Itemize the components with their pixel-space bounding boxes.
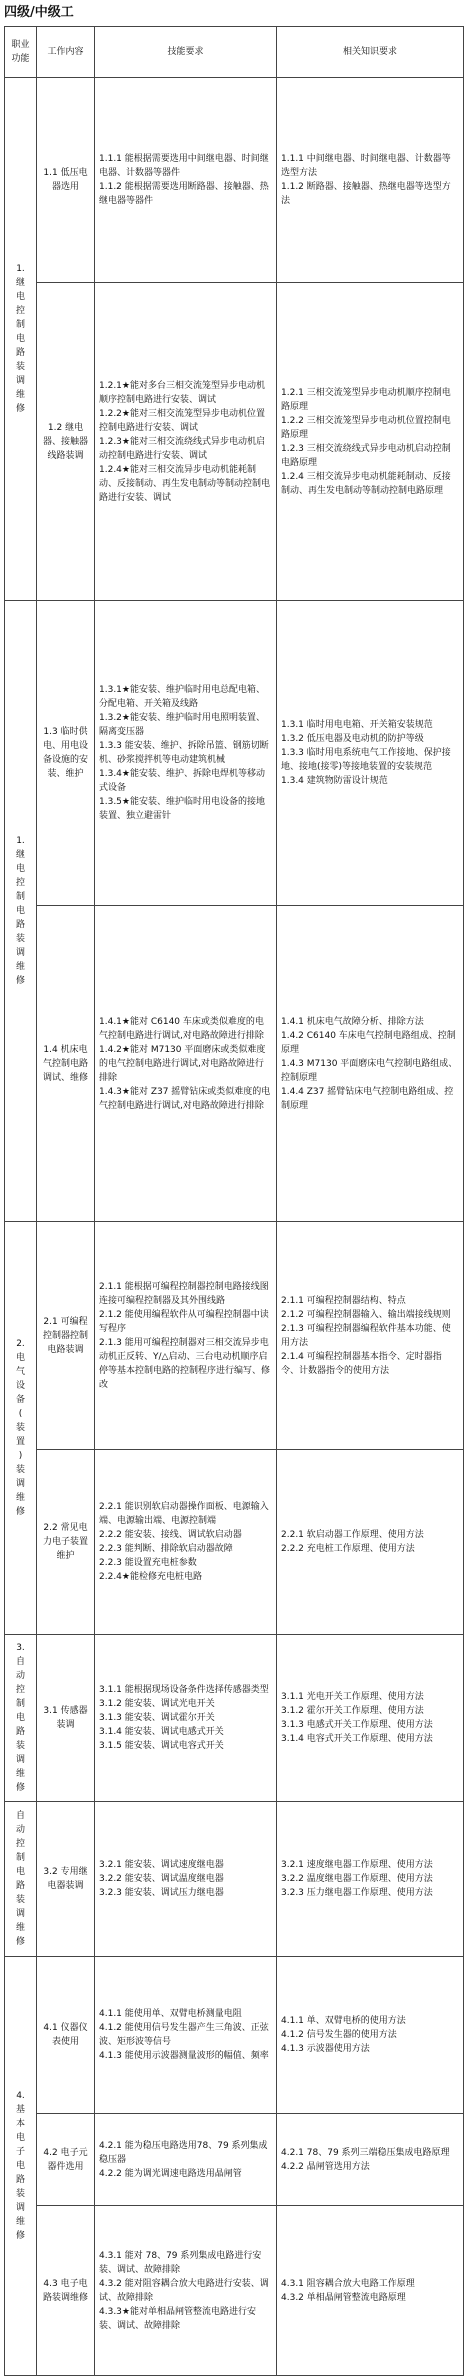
page-title: 四级/中级工 xyxy=(4,5,74,20)
knowledge-cell: 1.4.1 机床电气故障分析、排除方法 1.4.2 C6140 车床电气控制电路组成、控制原理 1.4.3 M7130 平面磨床电气控制电路组成、控制原理 1.4.4 Z37 摇臂钻床电气控制电路组成、控制原理 xyxy=(277,906,464,1222)
work-content-cell: 3.1 传感器装调 xyxy=(37,1635,95,1802)
skill-cell: 1.3.1★能安装、维护临时用电总配电箱、分配电箱、开关箱及线路 1.3.2★能安装、维护临时用电照明装置、隔离变压器 1.3.3 能安装、维护、拆除吊篮、钢筋切断机、砂浆搅拌机等电动建筑机械 1.3.4★能安装、维护、拆除电焊机等移动式设备 1.3.5★能安装、维护临时用电设备的接地装置、独立避雷针 xyxy=(95,601,277,906)
knowledge-cell: 1.3.1 临时用电电箱、开关箱安装规范 1.3.2 低压电器及电动机的防护等级 1.3.3 临时用电系统电气工作接地、保护接地、接地(接零)等接地装置的安装规范 1.3.4 建筑物防雷设计规范 xyxy=(277,601,464,906)
work-content-cell: 1.4 机床电气控制电路调试、维修 xyxy=(37,906,95,1222)
function-cell: 1. 继 电 控 制 电 路 装 调 维 修 xyxy=(5,601,37,1222)
skill-cell: 1.1.1 能根据需要选用中间继电器、时间继电器、计数器等器件 1.1.2 能根据需要选用断路器、接触器、热继电器等器件 xyxy=(95,78,277,283)
work-content-cell: 1.3 临时供电、用电设备设施的安装、维护 xyxy=(37,601,95,906)
skill-cell: 3.1.1 能根据现场设备条件选择传感器类型 3.1.2 能安装、调试光电开关 3.1.3 能安装、调试霍尔开关 3.1.4 能安装、调试电感式开关 3.1.5 能安装、调试电容式开关 xyxy=(95,1635,277,1802)
function-cell: 自 动 控 制 电 路 装 调 维 修 xyxy=(5,1802,37,1957)
work-content-cell: 4.1 仪器仪表使用 xyxy=(37,1957,95,2114)
knowledge-cell: 2.1.1 可编程控制器结构、特点 2.1.2 可编程控制器输入、输出端接线规则 2.1.3 可编程控制器编程软件基本功能、使用方法 2.1.4 可编程控制器基本指令、定时器指令、计数器指令的使用方法 xyxy=(277,1222,464,1450)
table-row xyxy=(5,2206,464,2376)
skill-cell: 4.3.1 能对 78、79 系列集成电路进行安装、调试、故障排除 4.3.2 能对阻容耦合放大电路进行安装、调试、故障排除 4.3.3★能对单相晶闸管整流电路进行安装、调试、故障排除 xyxy=(95,2206,277,2376)
table-row xyxy=(5,1222,464,1450)
function-cell: 2. 电 气 设 备 ( 装 置 ) 装 调 维 修 xyxy=(5,1222,37,1635)
function-cell: 4. 基 本 电 子 电 路 装 调 维 修 xyxy=(5,1957,37,2376)
knowledge-cell: 1.2.1 三相交流笼型异步电动机顺序控制电路原理 1.2.2 三相交流笼型异步电动机位置控制电路原理 1.2.3 三相交流绕线式异步电动机启动控制电路原理 1.2.4 三相交流异步电动机能耗制动、反接制动、再生发电制动等制动控制电路原理 xyxy=(277,283,464,601)
table-row xyxy=(5,283,464,601)
header-skill-requirements: 技能要求 xyxy=(95,27,277,78)
table-row xyxy=(5,1635,464,1802)
knowledge-cell: 3.1.1 光电开关工作原理、使用方法 3.1.2 霍尔开关工作原理、使用方法 3.1.3 电感式开关工作原理、使用方法 3.1.4 电容式开关工作原理、使用方法 xyxy=(277,1635,464,1802)
header-work-content: 工作内容 xyxy=(37,27,95,78)
knowledge-cell: 2.2.1 软启动器工作原理、使用方法 2.2.2 充电桩工作原理、使用方法 xyxy=(277,1450,464,1635)
work-content-cell: 4.3 电子电路装调维修 xyxy=(37,2206,95,2376)
skill-cell: 3.2.1 能安装、调试速度继电器 3.2.2 能安装、调试温度继电器 3.2.3 能安装、调试压力继电器 xyxy=(95,1802,277,1957)
skill-cell: 4.1.1 能使用单、双臂电桥测量电阻 4.1.2 能使用信号发生器产生三角波、正弦波、矩形波等信号 4.1.3 能使用示波器测量波形的幅值、频率 xyxy=(95,1957,277,2114)
skill-standard-table xyxy=(4,26,464,2376)
work-content-cell: 3.2 专用继电器装调 xyxy=(37,1802,95,1957)
table-row xyxy=(5,78,464,283)
skill-cell: 2.1.1 能根据可编程控制器控制电路接线图连接可编程控制器及其外围线路 2.1.2 能使用编程软件从可编程控制器中读写程序 2.1.3 能用可编程控制器对三相交流异步电动机正反转、Y/△启动、三台电动机顺序启停等基本控制电路的控制程序进行编写、修改 xyxy=(95,1222,277,1450)
skill-cell: 2.2.1 能识别软启动器操作面板、电源输入端、电源输出端、电源控制端 2.2.2 能安装、接线、调试软启动器 2.2.3 能判断、排除软启动器故障 2.2.3 能设置充电桩参数 2.2.4★能检修充电桩电路 xyxy=(95,1450,277,1635)
work-content-cell: 2.2 常见电力电子装置维护 xyxy=(37,1450,95,1635)
function-cell: 3. 自 动 控 制 电 路 装 调 维 修 xyxy=(5,1635,37,1802)
header-function: 职业功能 xyxy=(5,27,37,78)
work-content-cell: 4.2 电子元器件选用 xyxy=(37,2114,95,2206)
work-content-cell: 1.1 低压电器选用 xyxy=(37,78,95,283)
table-row xyxy=(5,1802,464,1957)
table-row xyxy=(5,1957,464,2114)
skill-cell: 4.2.1 能为稳压电路选用78、79 系列集成稳压器 4.2.2 能为调光调速电路选用晶闸管 xyxy=(95,2114,277,2206)
table-row xyxy=(5,1450,464,1635)
work-content-cell: 2.1 可编程控制器控制电路装调 xyxy=(37,1222,95,1450)
header-knowledge-requirements: 相关知识要求 xyxy=(277,27,464,78)
table-row xyxy=(5,2114,464,2206)
knowledge-cell: 3.2.1 速度继电器工作原理、使用方法 3.2.2 温度继电器工作原理、使用方法 3.2.3 压力继电器工作原理、使用方法 xyxy=(277,1802,464,1957)
skill-cell: 1.4.1★能对 C6140 车床或类似难度的电气控制电路进行调试,对电路故障进行排除 1.4.2★能对 M7130 平面磨床或类似难度的电气控制电路进行调试,对电路故障进行排除 1.4.3★能对 Z37 摇臂钻床或类似难度的电气控制电路进行调试,对电路故障进行排除 xyxy=(95,906,277,1222)
table-row xyxy=(5,601,464,906)
knowledge-cell: 1.1.1 中间继电器、时间继电器、计数器等选型方法 1.1.2 断路器、接触器、热继电器等选型方法 xyxy=(277,78,464,283)
work-content-cell: 1.2 继电器、接触器线路装调 xyxy=(37,283,95,601)
skill-cell: 1.2.1★能对多台三相交流笼型异步电动机顺序控制电路进行安装、调试 1.2.2★能对三相交流笼型异步电动机位置控制电路进行安装、调试 1.2.3★能对三相交流绕线式异步电动机启动控制电路进行安装、调试 1.2.4★能对三相交流异步电动机能耗制动、反接制动、再生发电制动等制动控制电路进行安装、调试 xyxy=(95,283,277,601)
knowledge-cell: 4.3.1 阻容耦合放大电路工作原理 4.3.2 单相晶闸管整流电路原理 xyxy=(277,2206,464,2376)
knowledge-cell: 4.2.1 78、79 系列三端稳压集成电路原理 4.2.2 晶闸管选用方法 xyxy=(277,2114,464,2206)
table-header-row xyxy=(5,27,464,78)
knowledge-cell: 4.1.1 单、双臂电桥的使用方法 4.1.2 信号发生器的使用方法 4.1.3 示波器使用方法 xyxy=(277,1957,464,2114)
function-cell: 1. 继 电 控 制 电 路 装 调 维 修 xyxy=(5,78,37,601)
table-row xyxy=(5,906,464,1222)
